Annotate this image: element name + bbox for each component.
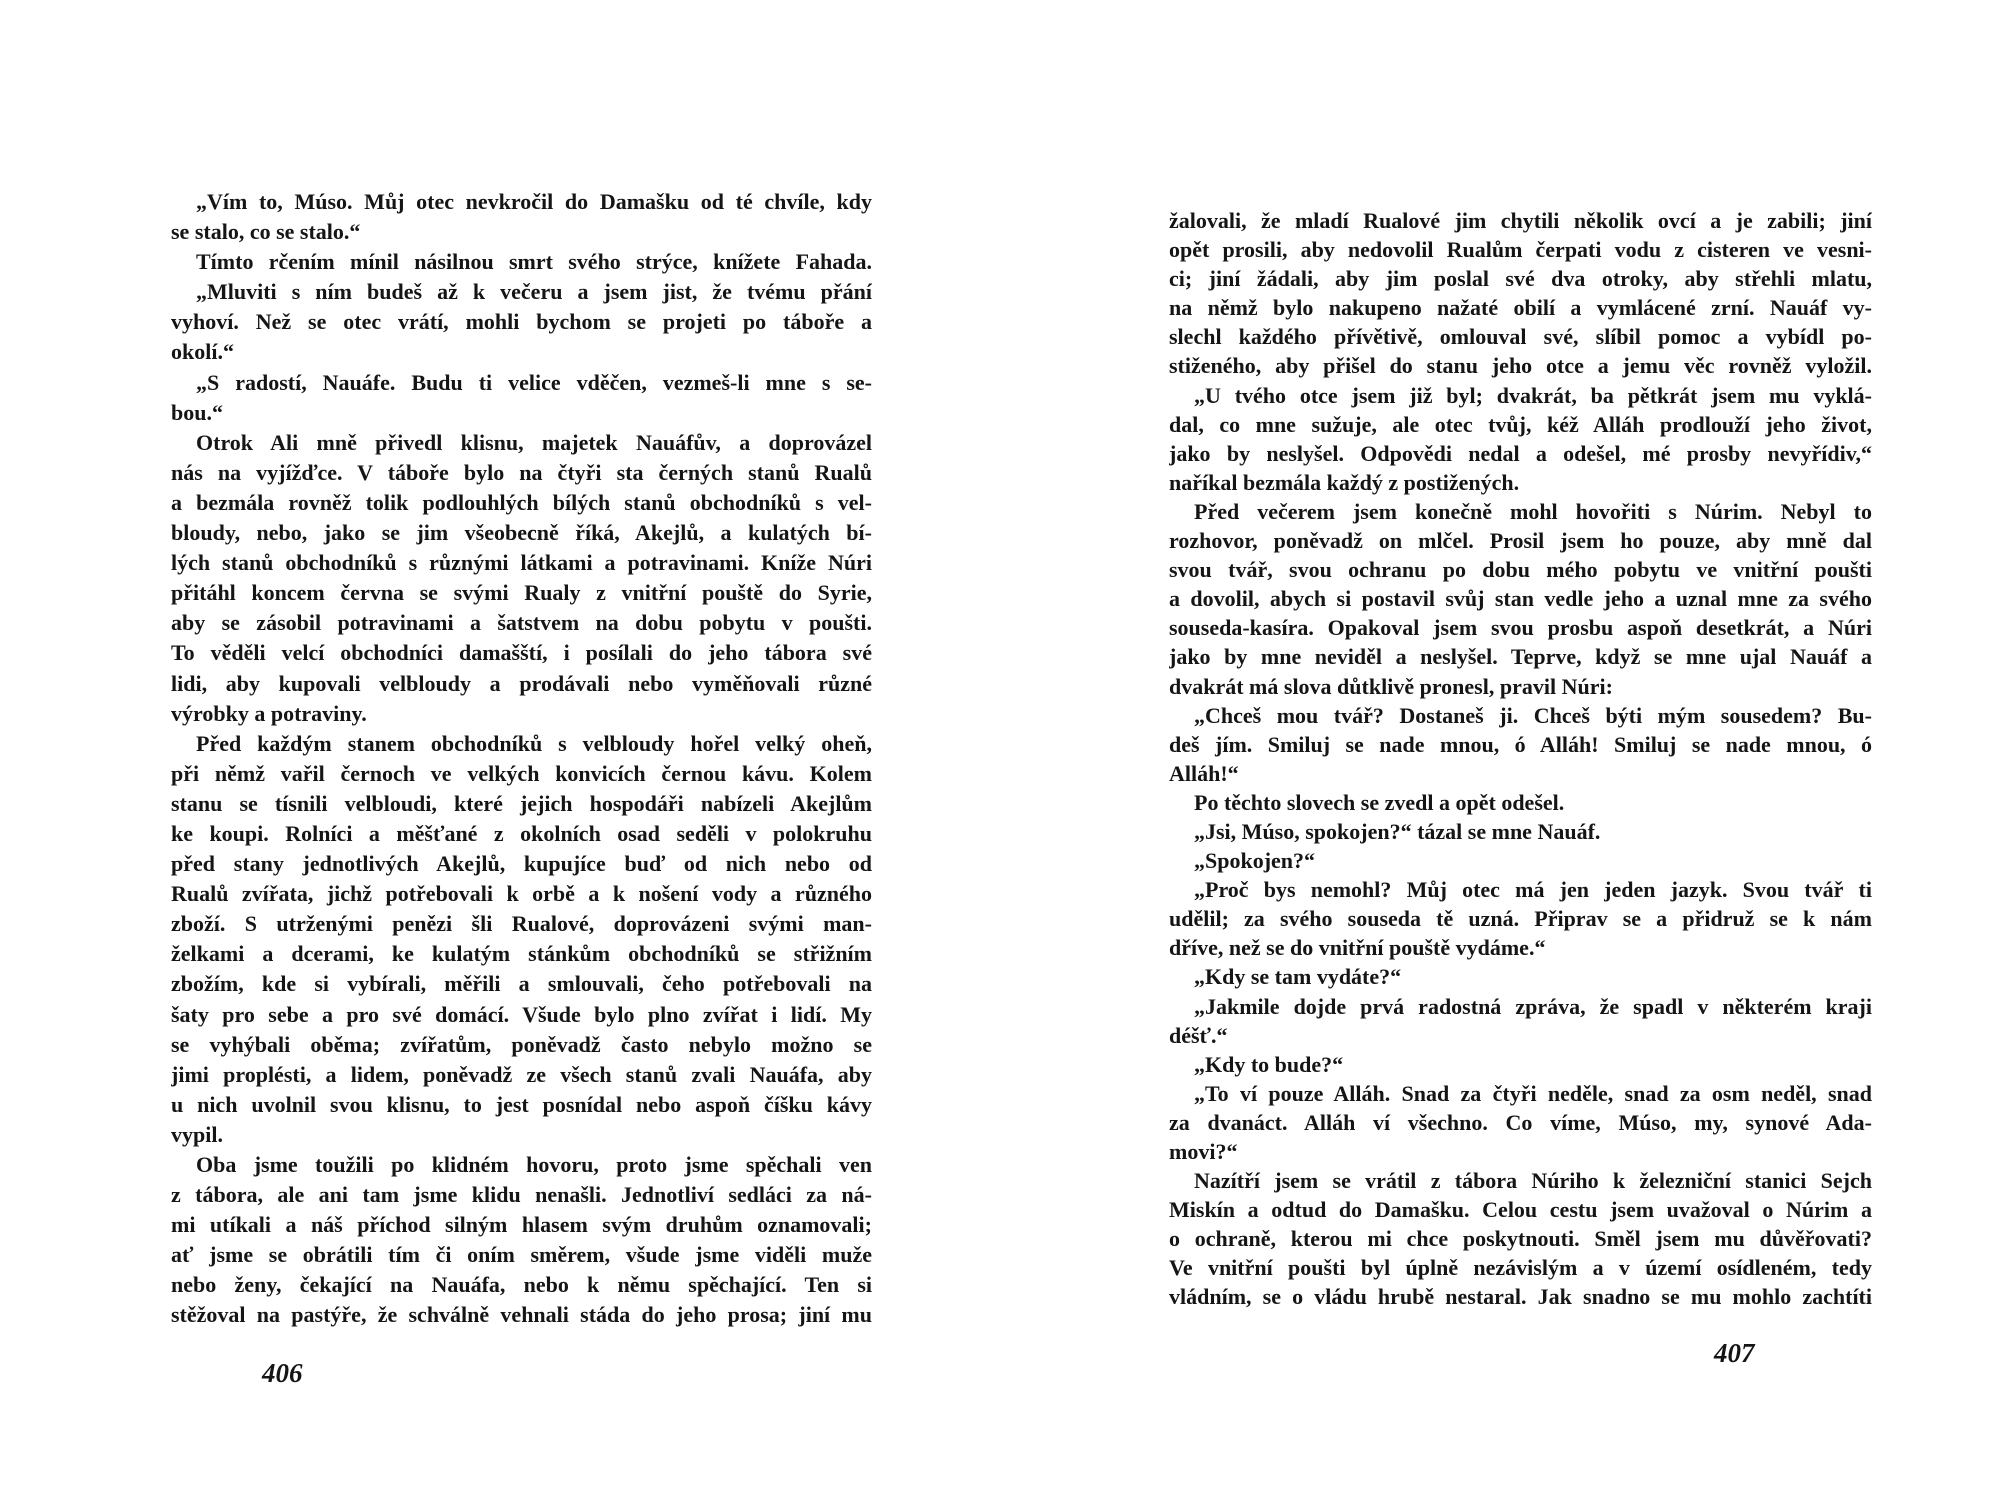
text-line: ať jsme se obrátili tím či oním směrem, všude jsme viděli muže — [171, 1242, 872, 1268]
text-line: u nich uvolnil svou klisnu, to jest posnídal nebo aspoň číšku kávy — [171, 1091, 872, 1117]
text-line: rozhovor, poněvadž on mlčel. Prosil jsem ho pouze, aby mně dal — [1169, 528, 1872, 554]
text-line: jako by mne neviděl a neslyšel. Teprve, když se mne ujal Nauáf a — [1169, 644, 1872, 670]
text-line: jimi proplésti, a lidem, poněvadž ze všech stanů zvali Nauáfa, aby — [171, 1061, 872, 1087]
text-line: se vyhýbali oběma; zvířatům, poněvadž často nebylo možno se — [171, 1031, 872, 1057]
paragraph — [1169, 817, 1872, 846]
text-line: movi?“ — [1169, 1139, 1238, 1164]
paragraph — [171, 247, 872, 277]
text-line: výrobky a potraviny. — [171, 700, 367, 726]
text-line: zboží. S utrženými penězi šli Rualové, doprovázeni svými man- — [171, 911, 872, 937]
text-line: „Jsi, Múso, spokojen?“ tázal se mne Nauáf. — [1194, 818, 1601, 844]
paragraph — [1169, 1166, 1872, 1311]
text-line: želkami a dcerami, ke kulatým stánkům obchodníků se střižním — [171, 941, 872, 967]
text-line: „S radostí, Nauáfe. Budu ti velice vděčen, vezmeš-li mne s se- — [196, 369, 872, 395]
text-line: „Jakmile dojde prvá radostná zpráva, že spadl v některém kraji — [1194, 993, 1872, 1019]
text-line: „To ví pouze Alláh. Snad za čtyři neděle, snad za osm neděl, snad — [1194, 1080, 1872, 1106]
paragraph — [1169, 846, 1872, 875]
text-line: „U tvého otce jsem již byl; dvakrát, ba pětkrát jsem mu vyklá- — [1194, 382, 1872, 408]
text-line: stanu se tísnili velbloudi, které jejich hospodáři nabízeli Akejlům — [171, 790, 872, 816]
text-line: žalovali, že mladí Rualové jim chytili několik ovcí a je zabili; jiní — [1169, 208, 1872, 233]
paragraph — [171, 368, 872, 428]
text-line: přitáhl koncem června se svými Rualy z vnitřní pouště do Syrie, — [171, 580, 872, 606]
text-line: dříve, než se do vnitřní pouště vydáme.“ — [1169, 935, 1546, 961]
paragraph — [171, 729, 872, 1150]
text-line: se stalo, co se stalo.“ — [171, 219, 361, 245]
text-line: Ve vnitřní poušti byl úplně nezávislým a v území osídleném, tedy — [1169, 1255, 1872, 1281]
text-line: déšť.“ — [1169, 1022, 1228, 1048]
text-line: a dovolil, abych si postavil svůj stan vedle jeho a uznal mne za svého — [1169, 586, 1872, 612]
text-line: To věděli velcí obchodníci damašští, i posílali do jeho tábora své — [171, 640, 872, 666]
text-line: Tímto rčením mínil násilnou smrt svého strýce, knížete Fahada. — [196, 249, 872, 275]
text-line: „Vím to, Múso. Můj otec nevkročil do Damašku od té chvíle, kdy — [196, 189, 872, 214]
text-line: šaty pro sebe a pro své domácí. Všude bylo plno zvířat i lidí. My — [171, 1001, 872, 1027]
text-line: opět prosili, aby nedovolil Rualům čerpati vodu z cisteren ve vesni- — [1169, 237, 1872, 263]
paragraph — [171, 1150, 872, 1331]
text-line: Před každým stanem obchodníků s velbloudy hořel velký oheň, — [196, 730, 872, 756]
text-line: naříkal bezmála každý z postižených. — [1169, 469, 1520, 495]
text-line: mi utíkali a náš příchod silným hlasem svým druhům oznamovali; — [171, 1212, 872, 1238]
paragraph-continued — [1169, 206, 1872, 381]
text-line: Otrok Ali mně přivedl klisnu, majetek Nauáfův, a doprovázel — [196, 429, 872, 455]
text-line: za dvanáct. Alláh ví všechno. Co víme, Múso, my, synové Ada- — [1169, 1109, 1872, 1135]
text-line: bloudy, nebo, jako se jim všeobecně říká, Akejlů, a kulatých bí- — [171, 520, 872, 546]
page-number-left: 406 — [262, 1358, 303, 1388]
paragraph — [1169, 1050, 1872, 1079]
right-page-text — [1169, 206, 1872, 1312]
text-line: stiženého, aby přišel do stanu jeho otce a jemu věc rovněž vyložil. — [1169, 353, 1872, 379]
paragraph — [1169, 788, 1872, 817]
text-line: Miskín a odtud do Damašku. Celou cestu jsem uvažoval o Núrim a — [1169, 1197, 1872, 1223]
text-line: vládním, se o vládu hrubě nestaral. Jak snadno se mu mohlo zachtíti — [1169, 1284, 1872, 1310]
text-line: Nazítří jsem se vrátil z tábora Núriho k železniční stanici Sejch — [1194, 1168, 1872, 1194]
paragraph — [1169, 381, 1872, 497]
text-line: ke koupi. Rolníci a měšťané z okolních osad seděli v polokruhu — [171, 820, 872, 846]
text-line: Oba jsme toužili po klidném hovoru, proto jsme spěchali ven — [196, 1152, 872, 1177]
left-page-text — [171, 187, 872, 1331]
text-line: „Spokojen?“ — [1194, 848, 1316, 874]
text-line: dal, co mne sužuje, ale otec tvůj, kéž Alláh prodlouží jeho život, — [1169, 411, 1872, 437]
text-line: Rualů zvířata, jichž potřebovali k orbě a k nošení vody a různého — [171, 881, 872, 907]
paragraph — [171, 187, 872, 247]
text-line: ci; jiní žádali, aby jim poslal své dva otroky, aby střehli mlatu, — [1169, 266, 1872, 292]
text-line: před stany jednotlivých Akejlů, kupujíce buď od nich nebo od — [171, 851, 872, 877]
paragraph — [1169, 497, 1872, 701]
text-line: dvakrát má slova důtklivě pronesl, pravil Núri: — [1169, 673, 1613, 699]
text-line: o ochraně, kterou mi chce poskytnouti. Směl jsem mu důvěřovati? — [1169, 1226, 1872, 1252]
page-number-right: 407 — [1714, 1338, 1755, 1368]
text-line: „Kdy se tam vydáte?“ — [1194, 964, 1402, 990]
text-line: deš jím. Smiluj se nade mnou, ó Alláh! Smiluj se nade mnou, ó — [1169, 731, 1872, 757]
text-line: na němž bylo nakupeno nažaté obilí a vymlácené zrní. Nauáf vy- — [1169, 295, 1872, 321]
text-line: jako by neslyšel. Odpovědi nedal a odešel, mé prosby nevyřídiv,“ — [1169, 440, 1872, 466]
text-line: zbožím, kde si vybírali, měřili a smlouvali, čeho potřebovali na — [171, 971, 872, 997]
text-line: okolí.“ — [171, 339, 234, 365]
text-line: Po těchto slovech se zvedl a opět odešel. — [1194, 789, 1565, 815]
text-line: „Mluviti s ním budeš až k večeru a jsem jist, že tvému přání — [196, 279, 872, 305]
text-line: z tábora, ale ani tam jsme klidu nenašli. Jednotliví sedláci za ná- — [171, 1182, 872, 1208]
text-line: Před večerem jsem konečně mohl hovořiti s Núrim. Nebyl to — [1194, 498, 1872, 524]
text-line: stěžoval na pastýře, že schválně vehnali stáda do jeho prosa; jiní mu — [171, 1302, 872, 1328]
paragraph — [171, 428, 872, 729]
text-line: vypil. — [171, 1121, 223, 1147]
text-line: svou tvář, svou ochranu po dobu mého pobytu ve vnitřní poušti — [1169, 557, 1872, 583]
text-line: „Kdy to bude?“ — [1194, 1051, 1344, 1077]
paragraph — [1169, 992, 1872, 1050]
paragraph — [1169, 1079, 1872, 1166]
text-line: „Proč bys nemohl? Můj otec má jen jeden jazyk. Svou tvář ti — [1194, 877, 1872, 903]
text-line: lidi, aby kupovali velbloudy a prodávali nebo vyměňovali různé — [171, 670, 872, 696]
paragraph — [1169, 962, 1872, 991]
text-line: „Chceš mou tvář? Dostaneš ji. Chceš býti mým sousedem? Bu- — [1194, 702, 1872, 728]
text-line: vyhoví. Než se otec vrátí, mohli bychom se projeti po táboře a — [171, 309, 872, 335]
paragraph — [171, 277, 872, 367]
text-line: slechl každého přívětivě, omlouval své, slíbil pomoc a vybídl po- — [1169, 324, 1872, 350]
text-line: a bezmála rovněž tolik podlouhlých bílých stanů obchodníků s vel- — [171, 489, 872, 515]
text-line: udělil; za svého souseda tě uzná. Připrav se a přidruž se k nám — [1169, 906, 1872, 932]
paragraph — [1169, 875, 1872, 962]
text-line: Alláh!“ — [1169, 760, 1239, 786]
text-line: souseda-kasíra. Opakoval jsem svou prosbu aspoň desetkrát, a Núri — [1169, 615, 1872, 641]
text-line: nás na vyjížďce. V táboře bylo na čtyři sta černých stanů Rualů — [171, 459, 872, 485]
text-line: při němž vařil černoch ve velkých konvicích černou kávu. Kolem — [171, 760, 872, 786]
text-line: aby se zásobil potravinami a šatstvem na dobu pobytu v poušti. — [171, 610, 872, 636]
text-line: bou.“ — [171, 399, 223, 425]
text-line: nebo ženy, čekající na Nauáfa, nebo k němu spěchající. Ten si — [171, 1272, 872, 1298]
text-line: lých stanů obchodníků s různými látkami a potravinami. Kníže Núri — [171, 550, 872, 576]
paragraph — [1169, 701, 1872, 788]
